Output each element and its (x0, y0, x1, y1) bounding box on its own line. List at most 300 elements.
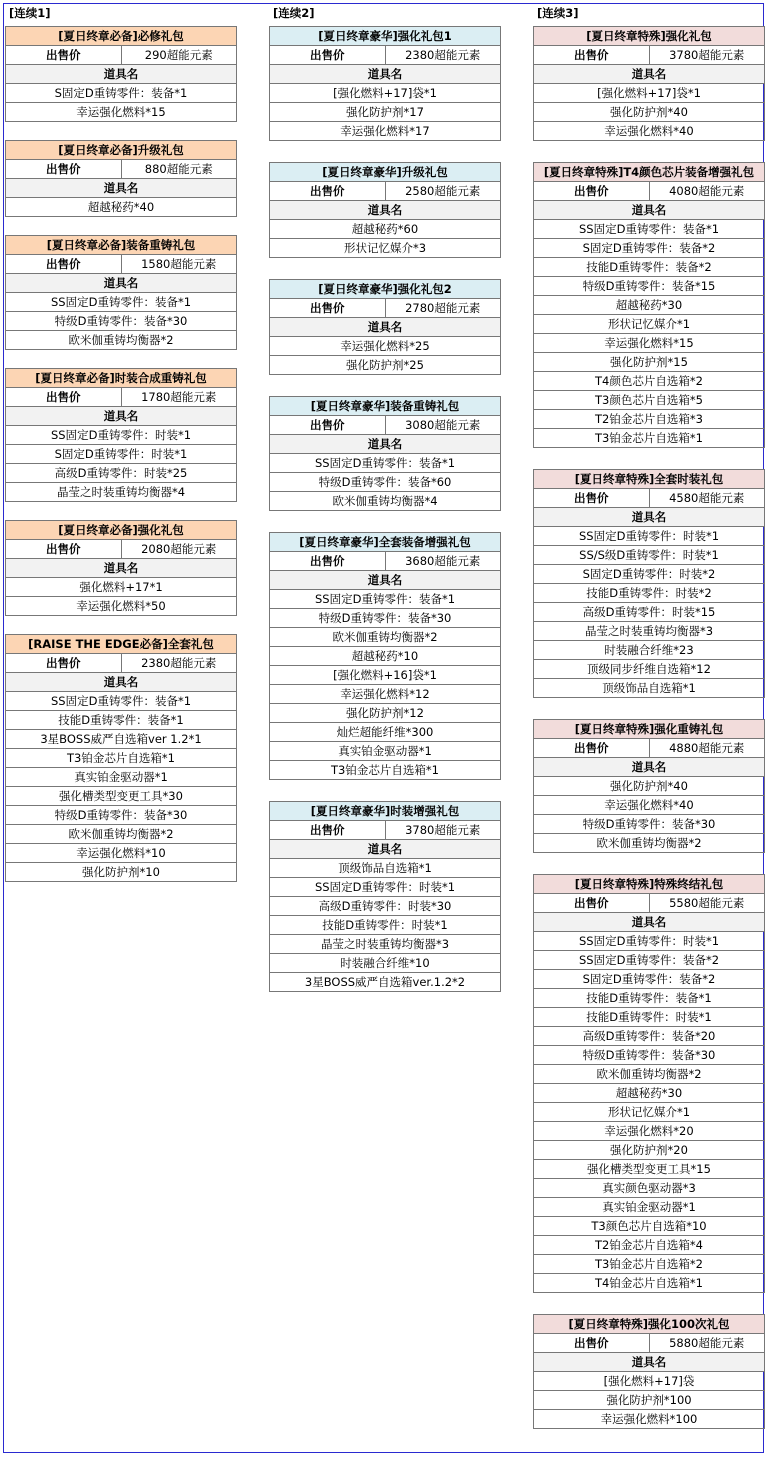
price-value: 1780超能元素 (121, 388, 237, 407)
item-row (270, 647, 501, 666)
package-title-row (534, 875, 765, 894)
item-row (534, 372, 765, 391)
item-row (270, 473, 501, 492)
item-name: 强化防护剂*20 (534, 1141, 765, 1160)
item-row (534, 1141, 765, 1160)
item-row (534, 1179, 765, 1198)
package-table (533, 874, 765, 1293)
item-name: 强化防护剂*15 (534, 353, 765, 372)
package-block (533, 874, 765, 1293)
item-row (270, 935, 501, 954)
price-row (534, 46, 765, 65)
column-title: [连续3] (537, 6, 579, 20)
item-header-row (534, 913, 765, 932)
price-label: 出售价 (270, 552, 386, 571)
item-name: T3颜色芯片自选箱*5 (534, 391, 765, 410)
item-row (534, 679, 765, 698)
item-row (270, 122, 501, 141)
item-name: 强化防护剂*40 (534, 777, 765, 796)
item-name: 形状记忆媒介*1 (534, 1103, 765, 1122)
item-row (6, 597, 237, 616)
package-title: [夏日终章豪华]全套装备增强礼包 (270, 533, 501, 552)
item-name: 灿烂超能纤维*300 (270, 723, 501, 742)
price-value: 4580超能元素 (649, 489, 765, 508)
package-title: [夏日终章特殊]特殊终结礼包 (534, 875, 765, 894)
item-row (534, 84, 765, 103)
item-row (534, 565, 765, 584)
item-header: 道具名 (534, 201, 765, 220)
item-row (270, 742, 501, 761)
item-row (6, 768, 237, 787)
package-title: [夏日终章必备]强化礼包 (6, 521, 237, 540)
item-row (534, 1236, 765, 1255)
price-row (534, 489, 765, 508)
item-header: 道具名 (6, 274, 237, 293)
price-label: 出售价 (534, 739, 650, 758)
item-name: SS固定D重铸零件：装备*1 (270, 590, 501, 609)
item-row (534, 1046, 765, 1065)
item-row (534, 777, 765, 796)
item-header: 道具名 (6, 673, 237, 692)
item-row (270, 954, 501, 973)
item-name: 强化防护剂*10 (6, 863, 237, 882)
item-row (6, 806, 237, 825)
price-label: 出售价 (270, 299, 386, 318)
item-row (6, 692, 237, 711)
package-table (269, 162, 501, 258)
package-block (533, 162, 765, 448)
package-title-row (270, 280, 501, 299)
item-header: 道具名 (6, 559, 237, 578)
column-title: [连续1] (9, 6, 51, 20)
item-row (534, 932, 765, 951)
item-row (270, 356, 501, 375)
package-block (533, 719, 765, 853)
item-row (270, 454, 501, 473)
item-name: [强化燃料+17]袋*1 (270, 84, 501, 103)
item-name: 强化防护剂*25 (270, 356, 501, 375)
item-row (6, 711, 237, 730)
price-value: 4080超能元素 (649, 182, 765, 201)
price-value: 2080超能元素 (121, 540, 237, 559)
item-name: 晶莹之时装重铸均衡器*3 (270, 935, 501, 954)
item-row (534, 1410, 765, 1429)
price-value: 2380超能元素 (385, 46, 501, 65)
package-table (533, 469, 765, 698)
item-row (534, 1008, 765, 1027)
item-name: 强化槽类型变更工具*15 (534, 1160, 765, 1179)
package-title-row (270, 163, 501, 182)
item-name: 技能D重铸零件：装备*1 (534, 989, 765, 1008)
item-header-row (534, 65, 765, 84)
item-row (270, 723, 501, 742)
price-row (270, 552, 501, 571)
item-name: 欧米伽重铸均衡器*2 (270, 628, 501, 647)
price-label: 出售价 (6, 160, 122, 179)
price-value: 880超能元素 (121, 160, 237, 179)
item-row (270, 878, 501, 897)
item-row (6, 445, 237, 464)
item-header-row (534, 758, 765, 777)
price-label: 出售价 (6, 540, 122, 559)
price-row (534, 894, 765, 913)
package-table (5, 368, 237, 502)
package-table (269, 532, 501, 780)
item-header: 道具名 (270, 201, 501, 220)
item-name: 强化防护剂*12 (270, 704, 501, 723)
item-name: 欧米伽重铸均衡器*2 (534, 834, 765, 853)
item-name: 高级D重铸零件：时装*30 (270, 897, 501, 916)
item-name: 强化槽类型变更工具*30 (6, 787, 237, 806)
price-row (270, 299, 501, 318)
item-row (534, 796, 765, 815)
item-row (6, 844, 237, 863)
item-header-row (270, 65, 501, 84)
item-header: 道具名 (534, 913, 765, 932)
item-header: 道具名 (534, 508, 765, 527)
price-row (534, 739, 765, 758)
price-value: 3080超能元素 (385, 416, 501, 435)
item-header-row (6, 65, 237, 84)
item-row (534, 334, 765, 353)
item-name: 幸运强化燃料*17 (270, 122, 501, 141)
item-name: 时装融合纤维*10 (270, 954, 501, 973)
item-header: 道具名 (270, 65, 501, 84)
column-3 (533, 5, 765, 1429)
price-label: 出售价 (534, 1334, 650, 1353)
item-row (534, 584, 765, 603)
item-row (6, 103, 237, 122)
item-name: 3星BOSS威严自选箱ver.1.2*2 (270, 973, 501, 992)
item-row (534, 315, 765, 334)
item-row (534, 103, 765, 122)
item-row (534, 1372, 765, 1391)
item-row (534, 122, 765, 141)
item-name: SS固定D重铸零件：时装*1 (534, 932, 765, 951)
item-row (270, 590, 501, 609)
item-name: 晶莹之时装重铸均衡器*3 (534, 622, 765, 641)
item-row (534, 1160, 765, 1179)
item-row (270, 103, 501, 122)
item-name: 超越秘药*30 (534, 296, 765, 315)
price-label: 出售价 (6, 654, 122, 673)
price-label: 出售价 (270, 416, 386, 435)
item-row (270, 492, 501, 511)
item-row (270, 761, 501, 780)
item-name: 真实颜色驱动器*3 (534, 1179, 765, 1198)
item-name: 超越秘药*10 (270, 647, 501, 666)
price-row (270, 46, 501, 65)
package-title-row (270, 533, 501, 552)
price-label: 出售价 (270, 821, 386, 840)
package-table (5, 634, 237, 882)
price-row (6, 654, 237, 673)
package-table (269, 279, 501, 375)
item-name: 真实铂金驱动器*1 (270, 742, 501, 761)
item-row (534, 1391, 765, 1410)
package-table (533, 719, 765, 853)
item-name: 强化防护剂*40 (534, 103, 765, 122)
package-title-row (534, 1315, 765, 1334)
item-name: 幸运强化燃料*40 (534, 122, 765, 141)
price-row (270, 821, 501, 840)
item-row (6, 863, 237, 882)
package-title-row (534, 470, 765, 489)
item-name: 形状记忆媒介*3 (270, 239, 501, 258)
item-row (534, 391, 765, 410)
item-row (534, 527, 765, 546)
item-row (6, 730, 237, 749)
item-row (270, 84, 501, 103)
item-name: [强化燃料+17]袋 (534, 1372, 765, 1391)
item-name: 欧米伽重铸均衡器*2 (6, 825, 237, 844)
item-name: T3铂金芯片自选箱*1 (270, 761, 501, 780)
package-block (269, 279, 501, 375)
package-title: [夏日终章特殊]强化礼包 (534, 27, 765, 46)
package-table (533, 162, 765, 448)
package-title: [夏日终章豪华]时装增强礼包 (270, 802, 501, 821)
item-name: S固定D重铸零件：装备*1 (6, 84, 237, 103)
price-label: 出售价 (534, 489, 650, 508)
package-block (5, 520, 237, 616)
item-row (534, 989, 765, 1008)
package-block (269, 396, 501, 511)
item-header-row (270, 318, 501, 337)
price-label: 出售价 (534, 46, 650, 65)
package-title: [夏日终章豪华]强化礼包1 (270, 27, 501, 46)
item-header: 道具名 (534, 65, 765, 84)
item-row (534, 1065, 765, 1084)
item-name: SS固定D重铸零件：时装*1 (270, 878, 501, 897)
item-name: 特级D重铸零件：装备*60 (270, 473, 501, 492)
price-label: 出售价 (270, 182, 386, 201)
package-table (269, 396, 501, 511)
item-name: 幸运强化燃料*15 (6, 103, 237, 122)
item-row (270, 916, 501, 935)
item-name: SS/S级D重铸零件：时装*1 (534, 546, 765, 565)
package-block (269, 801, 501, 992)
price-row (534, 1334, 765, 1353)
item-name: 真实铂金驱动器*1 (6, 768, 237, 787)
item-row (534, 1027, 765, 1046)
item-row (534, 1198, 765, 1217)
price-value: 3780超能元素 (649, 46, 765, 65)
item-row (534, 1274, 765, 1293)
package-table (533, 1314, 765, 1429)
package-title-row (6, 236, 237, 255)
item-row (6, 578, 237, 597)
column-title: [连续2] (273, 6, 315, 20)
item-row (270, 973, 501, 992)
package-block (5, 368, 237, 502)
column-1 (5, 5, 237, 882)
item-row (534, 277, 765, 296)
item-header-row (534, 201, 765, 220)
item-row (270, 685, 501, 704)
item-header-row (270, 201, 501, 220)
price-value: 3680超能元素 (385, 552, 501, 571)
item-row (270, 897, 501, 916)
item-header: 道具名 (270, 571, 501, 590)
item-name: 特级D重铸零件：装备*30 (6, 806, 237, 825)
price-value: 4880超能元素 (649, 739, 765, 758)
package-title-row (6, 369, 237, 388)
item-name: 幸运强化燃料*25 (270, 337, 501, 356)
item-row (534, 1217, 765, 1236)
item-row (6, 84, 237, 103)
item-row (534, 815, 765, 834)
item-row (6, 464, 237, 483)
item-name: 高级D重铸零件：时装*15 (534, 603, 765, 622)
package-table (5, 520, 237, 616)
item-name: 特级D重铸零件：装备*30 (534, 815, 765, 834)
item-name: 幸运强化燃料*10 (6, 844, 237, 863)
item-row (534, 1084, 765, 1103)
item-name: 真实铂金驱动器*1 (534, 1198, 765, 1217)
package-block (533, 469, 765, 698)
item-name: 超越秘药*60 (270, 220, 501, 239)
price-row (6, 540, 237, 559)
item-row (6, 331, 237, 350)
item-name: 顶级同步纤维自选箱*12 (534, 660, 765, 679)
package-title-row (270, 802, 501, 821)
item-name: 晶莹之时装重铸均衡器*4 (6, 483, 237, 502)
item-name: T2铂金芯片自选箱*4 (534, 1236, 765, 1255)
price-row (6, 46, 237, 65)
item-row (270, 239, 501, 258)
item-row (534, 353, 765, 372)
package-block (533, 26, 765, 141)
item-name: 3星BOSS威严自选箱ver 1.2*1 (6, 730, 237, 749)
item-name: S固定D重铸零件：时装*2 (534, 565, 765, 584)
item-name: 技能D重铸零件：时装*1 (270, 916, 501, 935)
item-name: T4颜色芯片自选箱*2 (534, 372, 765, 391)
item-name: 技能D重铸零件：时装*2 (534, 584, 765, 603)
package-table (533, 26, 765, 141)
price-label: 出售价 (534, 182, 650, 201)
item-row (534, 970, 765, 989)
item-header: 道具名 (534, 1353, 765, 1372)
item-header-row (270, 571, 501, 590)
item-name: 幸运强化燃料*40 (534, 796, 765, 815)
item-header-row (6, 673, 237, 692)
item-name: 技能D重铸零件：装备*1 (6, 711, 237, 730)
price-value: 2780超能元素 (385, 299, 501, 318)
item-name: 欧米伽重铸均衡器*2 (6, 331, 237, 350)
item-row (534, 951, 765, 970)
item-name: SS固定D重铸零件：时装*1 (6, 426, 237, 445)
item-header-row (6, 274, 237, 293)
price-value: 5580超能元素 (649, 894, 765, 913)
package-block (5, 26, 237, 122)
item-name: 高级D重铸零件：时装*25 (6, 464, 237, 483)
price-row (534, 182, 765, 201)
package-title: [夏日终章必备]时装合成重铸礼包 (6, 369, 237, 388)
package-table (5, 235, 237, 350)
price-row (270, 182, 501, 201)
item-row (534, 1122, 765, 1141)
item-name: 形状记忆媒介*1 (534, 315, 765, 334)
item-name: 欧米伽重铸均衡器*2 (534, 1065, 765, 1084)
item-name: 强化防护剂*100 (534, 1391, 765, 1410)
item-row (270, 704, 501, 723)
item-name: S固定D重铸零件：装备*2 (534, 239, 765, 258)
package-title: [RAISE THE EDGE必备]全套礼包 (6, 635, 237, 654)
price-value: 2580超能元素 (385, 182, 501, 201)
item-row (534, 239, 765, 258)
package-table (269, 26, 501, 141)
item-row (6, 312, 237, 331)
price-value: 5880超能元素 (649, 1334, 765, 1353)
item-row (6, 293, 237, 312)
package-title-row (534, 163, 765, 182)
item-header: 道具名 (6, 179, 237, 198)
item-name: SS固定D重铸零件：装备*2 (534, 951, 765, 970)
item-name: 超越秘药*40 (6, 198, 237, 217)
package-block (5, 634, 237, 882)
item-name: 强化防护剂*17 (270, 103, 501, 122)
item-header-row (270, 840, 501, 859)
package-title: [夏日终章必备]必修礼包 (6, 27, 237, 46)
item-row (534, 834, 765, 853)
item-header: 道具名 (6, 407, 237, 426)
item-name: T3颜色芯片自选箱*10 (534, 1217, 765, 1236)
item-header-row (534, 1353, 765, 1372)
package-title-row (270, 397, 501, 416)
item-header: 道具名 (6, 65, 237, 84)
package-title: [夏日终章特殊]全套时装礼包 (534, 470, 765, 489)
package-title-row (534, 27, 765, 46)
package-title: [夏日终章豪华]升级礼包 (270, 163, 501, 182)
item-row (270, 859, 501, 878)
package-block (5, 140, 237, 217)
package-title: [夏日终章特殊]强化重铸礼包 (534, 720, 765, 739)
item-row (534, 546, 765, 565)
item-row (270, 220, 501, 239)
item-name: T3铂金芯片自选箱*2 (534, 1255, 765, 1274)
price-row (270, 416, 501, 435)
item-header-row (270, 435, 501, 454)
item-name: [强化燃料+17]袋*1 (534, 84, 765, 103)
item-name: 技能D重铸零件：时装*1 (534, 1008, 765, 1027)
item-row (6, 198, 237, 217)
item-name: 幸运强化燃料*100 (534, 1410, 765, 1429)
item-row (6, 825, 237, 844)
item-name: 幸运强化燃料*12 (270, 685, 501, 704)
package-title-row (6, 27, 237, 46)
price-label: 出售价 (6, 255, 122, 274)
item-header: 道具名 (270, 435, 501, 454)
package-block (269, 162, 501, 258)
item-row (534, 641, 765, 660)
item-name: T4铂金芯片自选箱*1 (534, 1274, 765, 1293)
price-row (6, 388, 237, 407)
item-header-row (6, 559, 237, 578)
package-title: [夏日终章豪华]强化礼包2 (270, 280, 501, 299)
item-name: 超越秘药*30 (534, 1084, 765, 1103)
item-row (534, 258, 765, 277)
package-title: [夏日终章必备]装备重铸礼包 (6, 236, 237, 255)
item-header-row (6, 407, 237, 426)
price-row (6, 255, 237, 274)
item-name: 时装融合纤维*23 (534, 641, 765, 660)
item-name: 欧米伽重铸均衡器*4 (270, 492, 501, 511)
item-name: 幸运强化燃料*20 (534, 1122, 765, 1141)
item-name: 技能D重铸零件：装备*2 (534, 258, 765, 277)
item-row (534, 410, 765, 429)
package-title: [夏日终章特殊]T4颜色芯片装备增强礼包 (534, 163, 765, 182)
item-header-row (6, 179, 237, 198)
